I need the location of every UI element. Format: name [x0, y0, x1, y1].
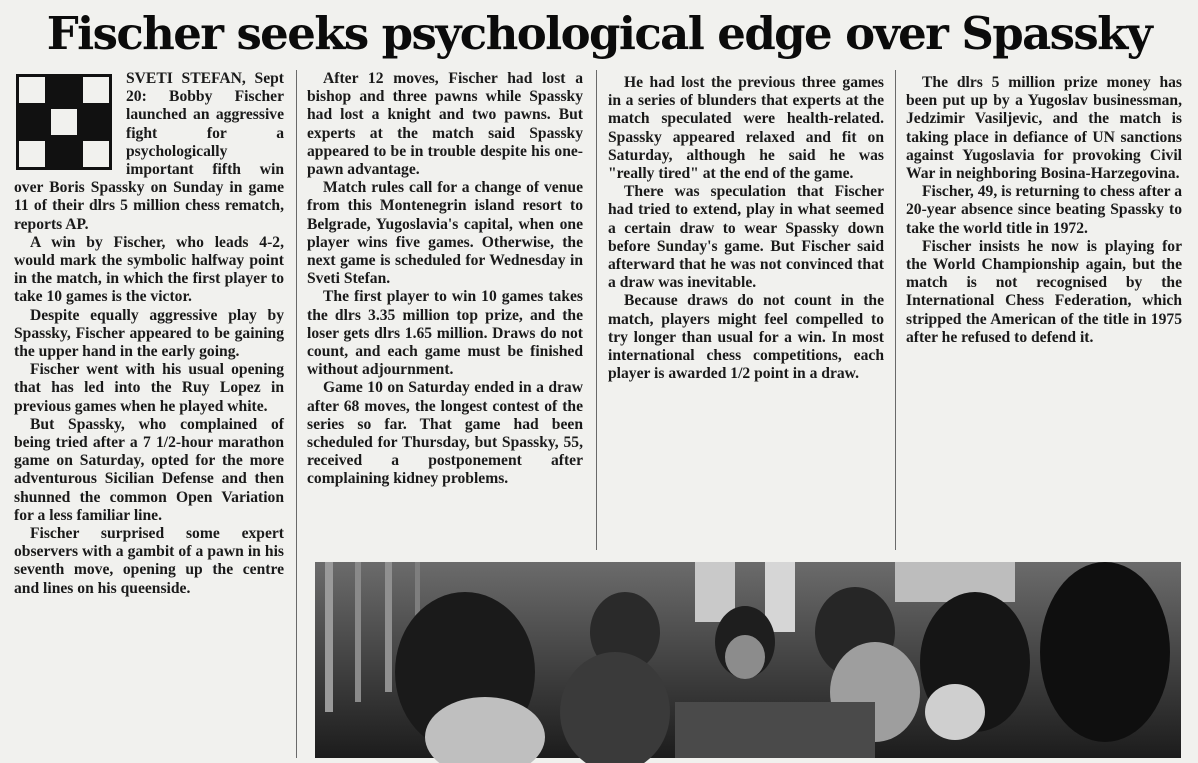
column-divider — [895, 70, 896, 550]
paragraph: Fischer went with his usual opening that has led into the Ruy Lopez in previous games when he played white. — [14, 361, 284, 415]
column-divider — [596, 70, 597, 550]
paragraph: The first player to win 10 games takes the dlrs 3.35 million top prize, and the loser gets dlrs 1.65 million. Draws do not count, and each game must be finished without adjournment. — [307, 288, 583, 379]
chess-players-photo — [315, 562, 1181, 758]
paragraph: A win by Fischer, who leads 4-2, would mark the symbolic halfway point in the match, in which the first player to take 10 games is the victor. — [14, 233, 284, 306]
chessboard-icon — [16, 74, 112, 170]
dateline: SVETI STEFAN, Sept 20: — [126, 70, 284, 106]
paragraph: Despite equally aggressive play by Spassky, Fischer appeared to be gaining the upper hand in the early going. — [14, 306, 284, 361]
lead-text: Bobby Fischer launched an aggressive fight for a psychologically important fifth win over Boris Spassky on Sunday in game 11 of their dlrs 5 million chess rematch, reports AP. — [14, 88, 284, 233]
paragraph: Fischer, 49, is returning to chess after a 20-year absence since beating Spassky to take the world title in 1972. — [906, 183, 1183, 237]
photo-image — [315, 562, 1181, 758]
column-divider — [296, 70, 297, 758]
article-column-2 — [307, 70, 583, 488]
paragraph: Because draws do not count in the match, players might feel compelled to try longer than usual for a win. In most international chess competitions, each player is awarded 1/2 point in a draw. — [608, 292, 884, 383]
paragraph: He had lost the previous three games in a series of blunders that experts at the match speculated were health-related. Spassky appeared relaxed and fit on Saturday, although he said he was "really tired" at the end of the game. — [608, 74, 884, 183]
paragraph: Match rules call for a change of venue from this Montenegrin island resort to Belgrade, Yugoslavia's capital, when one player wins five games. Otherwise, the next game is scheduled for Wednesday in Sveti Stefan. — [307, 179, 583, 288]
headline: Fischer seeks psychological edge over Spassky — [46, 7, 1152, 60]
article-column-1 — [14, 70, 284, 598]
paragraph: But Spassky, who complained of being tried after a 7 1/2-hour marathon game on Saturday, opted for the more adventurous Sicilian Defense and then shunned the common Open Variation for a less familiar line. — [14, 415, 284, 524]
paragraph: The dlrs 5 million prize money has been put up by a Yugoslav businessman, Jedzimir Vasiljevic, and the match is taking place in defiance of UN sanctions against Yugoslavia for provoking Civil War in neighboring Bosina-Harzegovina. — [906, 74, 1182, 183]
paragraph: Game 10 on Saturday ended in a draw after 68 moves, the longest contest of the series so far. That game had been scheduled for Thursday, but Spassky, 55, received a postponement after complaining kidney problems. — [307, 379, 583, 488]
paragraph: There was speculation that Fischer had tried to extend, play in what seemed a certain draw to wear Spassky down before Sunday's game. But Fischer said afterward that he was not convinced that a draw was inevitable. — [608, 183, 884, 292]
paragraph: Fischer insists he now is playing for the World Championship again, but the match is not recognised by the International Chess Federation, which stripped the American of the title in 1975 after he refused to defend it. — [906, 237, 1182, 346]
article-column-3 — [608, 74, 884, 383]
article-column-4 — [906, 74, 1182, 347]
paragraph: Fischer surprised some expert observers with a gambit of a pawn in his seventh move, opening up the centre and lines on his queenside. — [14, 525, 284, 597]
paragraph: After 12 moves, Fischer had lost a bishop and three pawns while Spassky had lost a knight and two pawns. But experts at the match said Spassky appeared to be in trouble despite his one-pawn advantage. — [307, 70, 583, 179]
